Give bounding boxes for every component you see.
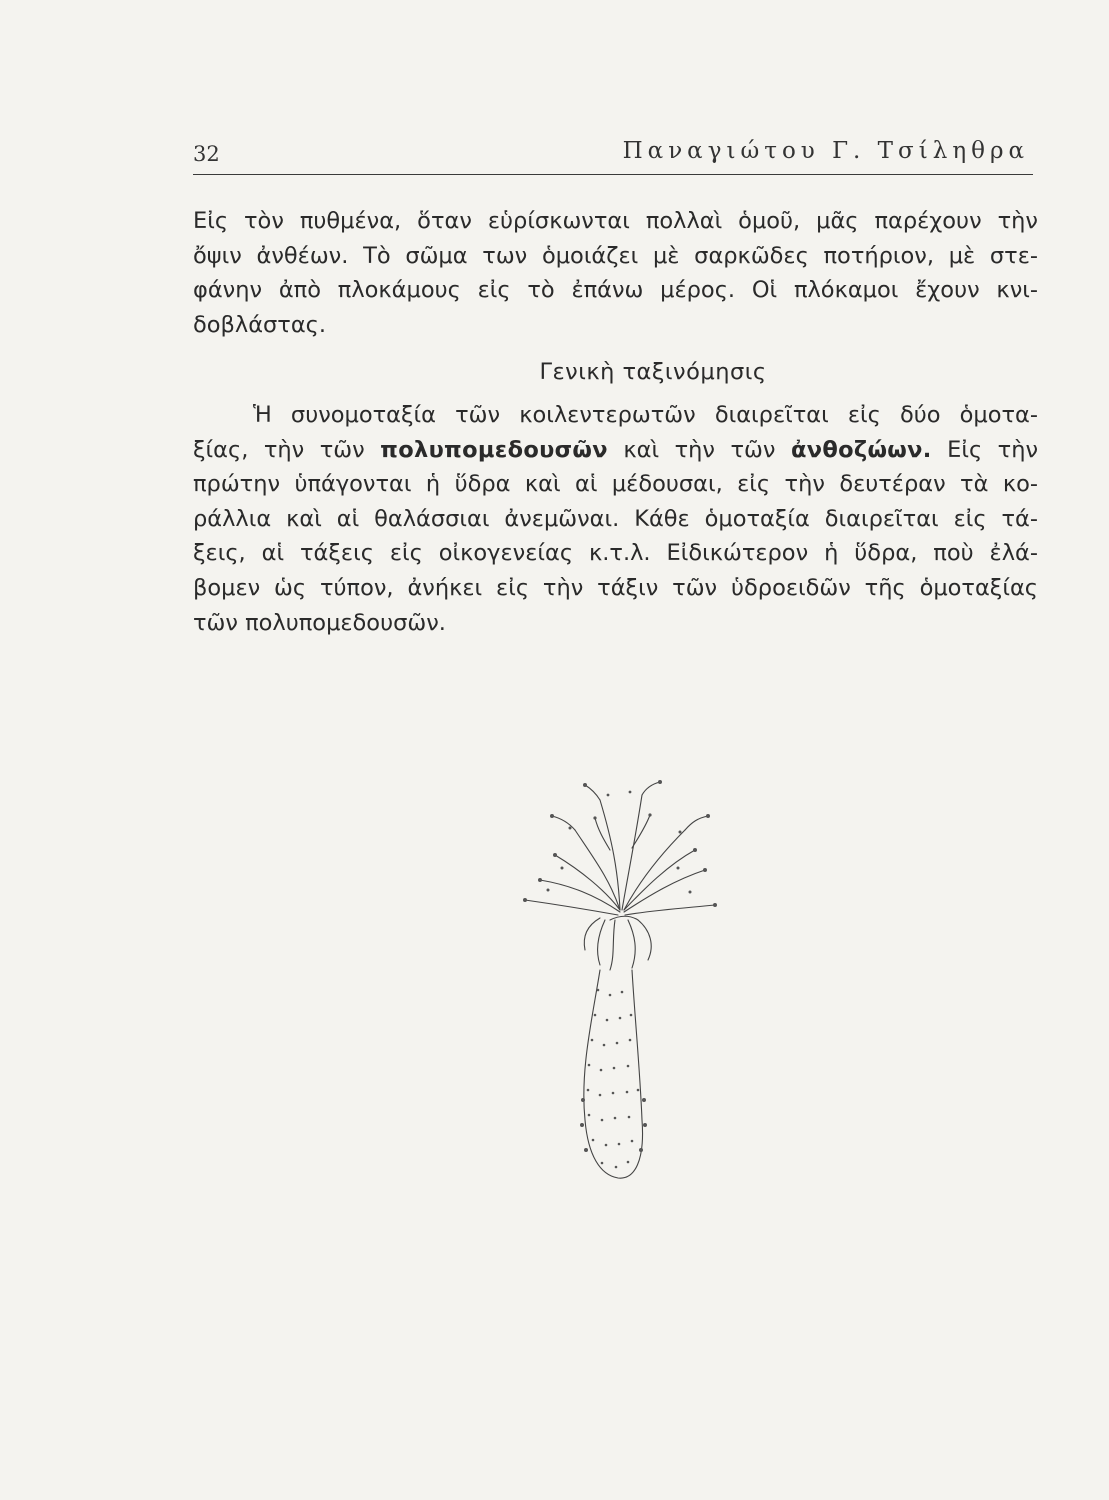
running-head: Παναγιώτου Γ. Τσίληθρα bbox=[622, 138, 1029, 164]
paragraph-2 bbox=[193, 398, 1038, 640]
text-run: καὶ τὴν τῶν bbox=[623, 436, 776, 463]
text-line: ὄψιν ἀνθέων. Τὸ σῶμα των ὁμοιάζει μὲ σαρκῶδες ποτήριον, μὲ στε- bbox=[193, 242, 1038, 269]
text-line: ράλλια καὶ αἱ θαλάσσιαι ἀνεμῶναι. Κάθε ὁμοταξία διαιρεῖται εἰς τά- bbox=[193, 505, 1038, 532]
term-anthozoa: ἀνθοζώων. bbox=[790, 436, 932, 463]
page-header bbox=[193, 134, 1033, 175]
text-line: Εἰς τὸν πυθμένα, ὅταν εὑρίσκωνται πολλαὶ ὁμοῦ, μᾶς παρέχουν τὴν bbox=[193, 208, 1038, 234]
text-line: δοβλάστας. bbox=[193, 311, 327, 338]
text-run: ξίας, τὴν τῶν bbox=[193, 436, 365, 463]
text-line: Ἡ συνομοταξία τῶν κοιλεντερωτῶν διαιρεῖται εἰς δύο ὁμοτα- bbox=[253, 401, 1038, 428]
anemone-illustration bbox=[500, 770, 730, 1190]
text-run: Εἰς τὴν bbox=[947, 436, 1039, 463]
term-polypomedusae: πολυπομεδουσῶν bbox=[380, 436, 608, 463]
page-number: 32 bbox=[193, 142, 220, 166]
body-text bbox=[193, 204, 1038, 640]
text-line: τῶν πολυπομεδουσῶν. bbox=[193, 609, 446, 636]
text-line: ξεις, αἱ τάξεις εἰς οἰκογενείας κ.τ.λ. Εἰδικώτερον ἡ ὕδρα, ποὺ ἐλά- bbox=[193, 540, 1038, 567]
text-line bbox=[193, 433, 1038, 468]
text-line: βομεν ὡς τύπον, ἀνήκει εἰς τὴν τάξιν τῶν ὑδροειδῶν τῆς ὁμοταξίας bbox=[193, 574, 1038, 601]
section-heading: Γενικὴ ταξινόμησις bbox=[539, 359, 767, 386]
paragraph-1 bbox=[193, 204, 1038, 342]
text-line: φάνην ἀπὸ πλοκάμους εἰς τὸ ἐπάνω μέρος. Οἱ πλόκαμοι ἔχουν κνι- bbox=[193, 277, 1038, 304]
text-line: πρώτην ὑπάγονται ἡ ὕδρα καὶ αἱ μέδουσαι, εἰς τὴν δευτέραν τὰ κο- bbox=[193, 471, 1038, 498]
